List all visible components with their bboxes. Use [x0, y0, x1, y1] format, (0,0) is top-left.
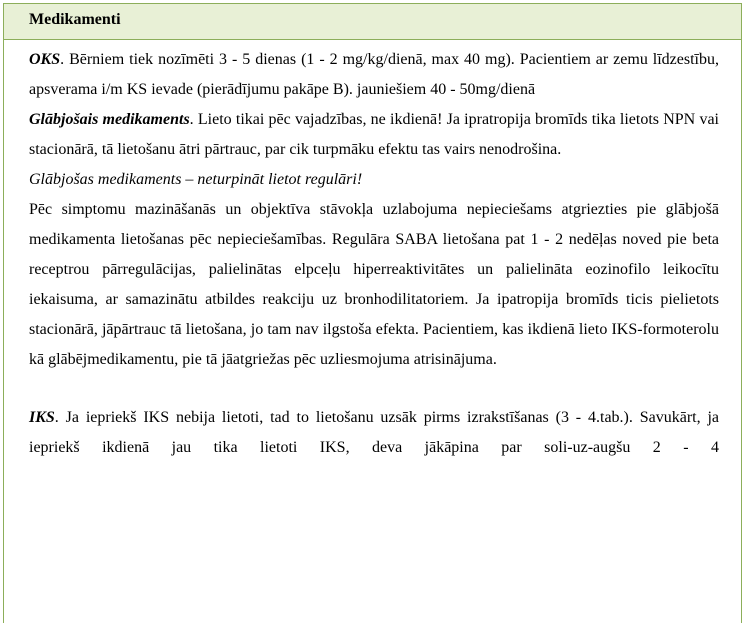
header-title: Medikamenti [29, 11, 121, 28]
term-oks: OKS [29, 51, 61, 68]
paragraph-rescue-medication-text: . Lieto tikai pēc vajadzības, ne ikdienā! Ja ipratropija bromīds tika lietots NPN vai stacionārā, tā lietošanu ātri pārtrauc, par cik turpmāku efektu tas vairs nenodrošina. [29, 111, 719, 158]
paragraph-rescue-medication [29, 105, 719, 165]
paragraph-iks-text: . Ja iepriekš IKS nebija lietoti, tad to lietošanu uzsāk pirms izrakstīšanas (3 - 4.tab.). Savukārt, ja iepriekš ikdienā jau tika lietoti IKS, deva jākāpina par soli-uz-augšu 2 - 4 [29, 409, 719, 456]
medication-table [3, 3, 742, 623]
table-header [4, 4, 741, 40]
rescue-warning: Glābjošas medikaments – neturpināt lietot regulāri! [29, 171, 363, 188]
paragraph-oks [29, 45, 719, 105]
table-body [4, 40, 741, 463]
term-iks: IKS [29, 409, 55, 426]
paragraph-after-symptoms: Pēc simptomu mazināšanās un objektīva stāvokļa uzlabojuma nepieciešams atgriezties pie glābjošā medikamenta lietošanas pēc nepieciešamības. Regulāra SABA lietošana pat 1 - 2 nedēļas noved pie beta receptrou pārregulācijas, palielinātas elpceļu hiperreaktivitātes un palielināta eozinofilo leikocītu iekaisuma, ar samazinātu atbildes reakciju uz bronhodilitatoriem. Ja ipatropija bromīds ticis pielietots stacionārā, jāpārtrauc tā lietošana, jo tam nav ilgstoša efekta. Pacientiem, kas ikdienā lieto IKS-formoterolu kā glābējmedikamentu, pie tā jāatgriežas pēc uzliesmojuma atrisinājuma. [29, 201, 719, 368]
paragraph-spacer [29, 375, 719, 403]
paragraph-iks [29, 403, 719, 463]
paragraph-oks-text: . Bērniem tiek nozīmēti 3 - 5 dienas (1 - 2 mg/kg/dienā, max 40 mg). Pacientiem ar zemu līdzestību, apsverama i/m KS ievade (pierādījumu pakāpe B). jauniešiem 40 - 50mg/dienā [29, 51, 719, 98]
term-rescue-medication: Glābjošais medikaments [29, 111, 190, 128]
